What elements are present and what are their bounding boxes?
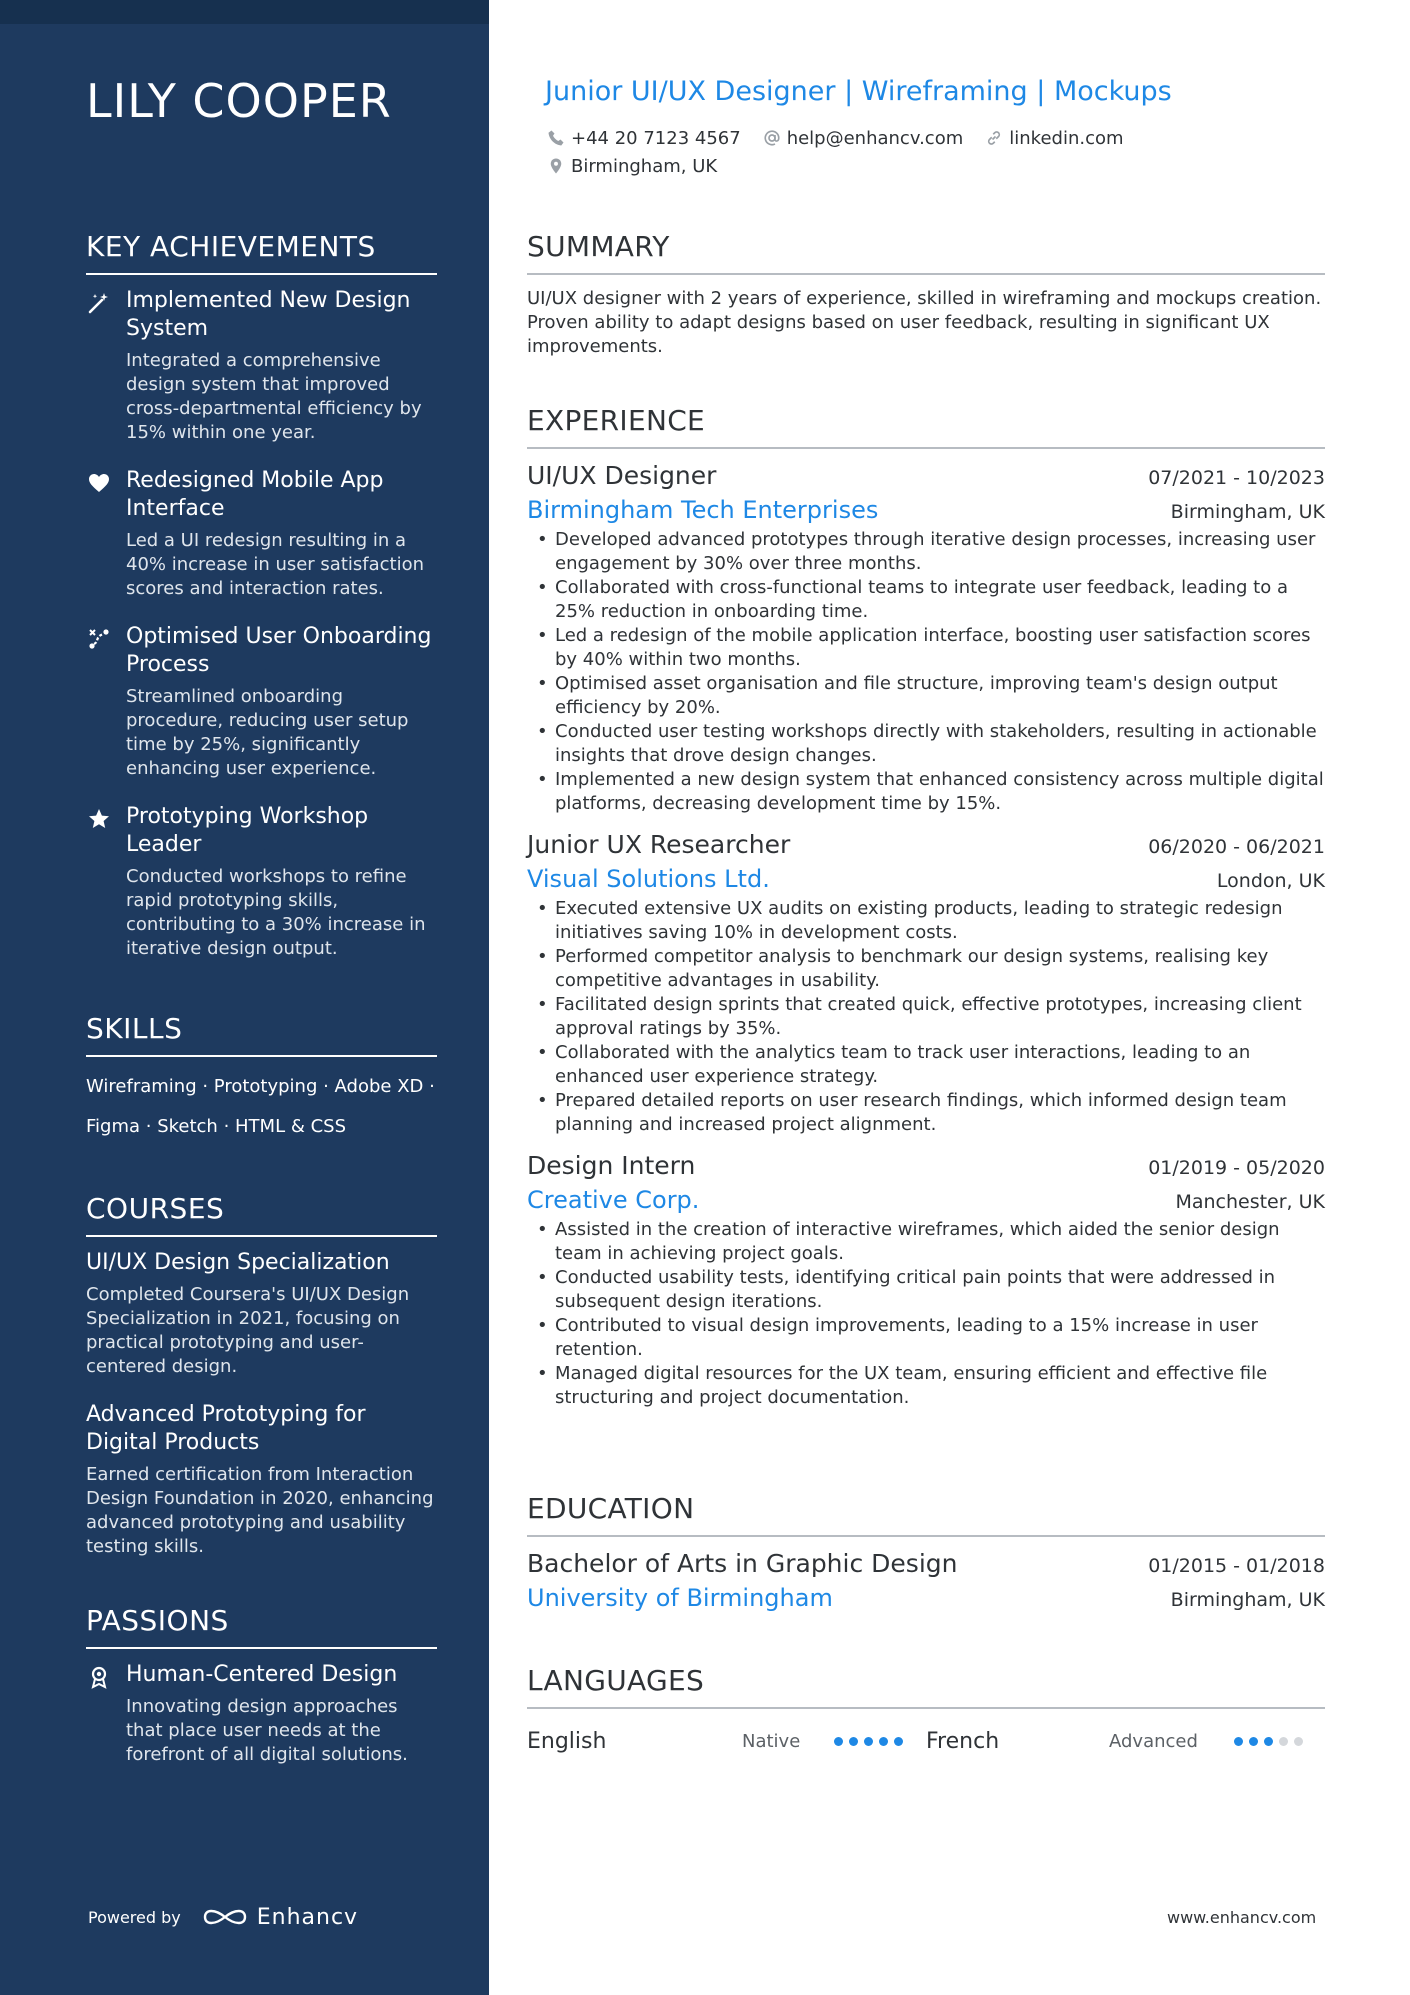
footer-website[interactable]: www.enhancv.com (1167, 1908, 1317, 1927)
achievement-item (86, 623, 437, 781)
phone-icon (547, 129, 565, 147)
summary-title: SUMMARY (527, 230, 1325, 275)
rating-dot-filled (1234, 1737, 1243, 1746)
enhancv-logo-text: Enhancv (256, 1904, 359, 1930)
courses-section (86, 1192, 437, 1581)
course-title: Advanced Prototyping for Digital Products (86, 1402, 366, 1455)
passion-item (86, 1661, 437, 1767)
achievement-title: Prototyping Workshop Leader (126, 804, 369, 857)
award-icon (86, 1665, 112, 1689)
skills-line: Figma · Sketch · HTML & CSS (86, 1116, 346, 1137)
job-dates: 07/2021 - 10/2023 (1148, 467, 1325, 489)
achievement-title: Implemented New Design System (126, 288, 411, 341)
language-rating (1234, 1737, 1303, 1746)
powered-by (88, 1903, 358, 1931)
course-item (86, 1401, 437, 1559)
location-pin-icon (547, 157, 565, 175)
key-achievements-section (86, 230, 437, 983)
bullet-item: • Conducted user testing workshops directly with stakeholders, resulting in actionable insights that drove design changes. (527, 720, 1325, 768)
bullet-item: • Collaborated with the analytics team to track user interactions, leading to an enhanced user experience strategy. (527, 1041, 1325, 1089)
languages-title: LANGUAGES (527, 1664, 1325, 1709)
summary-section (527, 230, 1325, 359)
course-description: Completed Coursera's UI/UX Design Specialization in 2021, focusing on practical prototyping and user-centered design. (86, 1284, 410, 1377)
job-entry (527, 461, 1325, 816)
company-name: Birmingham Tech Enterprises (527, 496, 879, 524)
skills-section (86, 1012, 437, 1147)
school-name: University of Birmingham (527, 1584, 833, 1612)
job-title: UI/UX Designer (527, 461, 717, 490)
achievement-title: Optimised User Onboarding Process (126, 624, 432, 677)
achievement-description: Conducted workshops to refine rapid prototyping skills, contributing to a 30% increase in iterative design output. (126, 866, 426, 959)
email-address: help@enhancv.com (786, 127, 964, 149)
achievement-item (86, 803, 437, 961)
job-location: Birmingham, UK (1170, 501, 1325, 523)
bullet-item: • Developed advanced prototypes through iterative design processes, increasing user engagement by 30% over three months. (527, 528, 1325, 576)
language-level: Native (742, 1730, 801, 1752)
achievement-description: Led a UI redesign resulting in a 40% increase in user satisfaction scores and interaction rates. (126, 530, 425, 599)
education-dates: 01/2015 - 01/2018 (1148, 1555, 1325, 1577)
sidebar (0, 0, 489, 1995)
at-icon (763, 129, 781, 147)
bullet-item: • Conducted usability tests, identifying critical pain points that were addressed in subsequent design iterations. (527, 1266, 1325, 1314)
rating-dot-filled (1249, 1737, 1258, 1746)
achievement-description: Streamlined onboarding procedure, reducing user setup time by 25%, significantly enhancing user experience. (126, 686, 409, 779)
job-bullets (527, 1218, 1325, 1410)
sidebar-top-strip (0, 0, 489, 24)
contact-phone[interactable] (547, 128, 741, 149)
skills-list (86, 1067, 437, 1147)
bullet-item: • Collaborated with cross-functional teams to integrate user feedback, leading to a 25% reduction in onboarding time. (527, 576, 1325, 624)
education-title: EDUCATION (527, 1492, 1325, 1537)
experience-section (527, 404, 1325, 1424)
achievement-title: Redesigned Mobile App Interface (126, 468, 384, 521)
bullet-item: • Performed competitor analysis to benchmark our design systems, realising key competitive advantages in usability. (527, 945, 1325, 993)
language-item (926, 1729, 1325, 1754)
contact-location (547, 156, 717, 177)
job-location: Manchester, UK (1175, 1191, 1325, 1213)
contact-linkedin[interactable] (985, 128, 1123, 149)
job-dates: 01/2019 - 05/2020 (1148, 1157, 1325, 1179)
education-location: Birmingham, UK (1170, 1589, 1325, 1611)
passions-title: PASSIONS (86, 1604, 437, 1649)
rating-dot-filled (894, 1737, 903, 1746)
contact-email[interactable] (763, 128, 964, 149)
company-name: Creative Corp. (527, 1186, 700, 1214)
bullet-item: • Managed digital resources for the UX team, ensuring efficient and effective file structuring and project documentation. (527, 1362, 1325, 1410)
route-icon (86, 627, 112, 651)
rating-dot-filled (879, 1737, 888, 1746)
enhancv-logo-icon (201, 1903, 249, 1931)
course-description: Earned certification from Interaction Design Foundation in 2020, enhancing advanced prototyping and usability testing skills. (86, 1464, 434, 1557)
company-name: Visual Solutions Ltd. (527, 865, 770, 893)
language-item (527, 1729, 926, 1754)
job-location: London, UK (1216, 870, 1325, 892)
job-dates: 06/2020 - 06/2021 (1148, 836, 1325, 858)
bullet-item: • Contributed to visual design improvements, leading to a 15% increase in user retention. (527, 1314, 1325, 1362)
job-bullets (527, 897, 1325, 1137)
job-title: Design Intern (527, 1151, 696, 1180)
bullet-item: • Implemented a new design system that enhanced consistency across multiple digital platforms, decreasing development time by 15%. (527, 768, 1325, 816)
bullet-item: • Led a redesign of the mobile application interface, boosting user satisfaction scores by 40% within two months. (527, 624, 1325, 672)
language-rating (834, 1737, 903, 1746)
languages-section (527, 1664, 1325, 1761)
job-bullets (527, 528, 1325, 816)
linkedin-link: linkedin.com (1009, 127, 1124, 149)
rating-dot-filled (1264, 1737, 1273, 1746)
heart-icon (86, 471, 112, 495)
phone-number: +44 20 7123 4567 (571, 127, 741, 149)
contact-info (547, 124, 1307, 180)
location-text: Birmingham, UK (571, 155, 718, 177)
degree-title: Bachelor of Arts in Graphic Design (527, 1549, 958, 1578)
bullet-item: • Assisted in the creation of interactive wireframes, which aided the senior design team in achieving project goals. (527, 1218, 1325, 1266)
link-icon (985, 129, 1003, 147)
key-achievements-title: KEY ACHIEVEMENTS (86, 230, 437, 275)
summary-text: UI/UX designer with 2 years of experience, skilled in wireframing and mockups creation. Proven ability to adapt designs based on user feedback, resulting in significant UX improvements. (527, 288, 1322, 357)
bullet-item: • Executed extensive UX audits on existing products, leading to strategic redesign initiatives saving 10% in development costs. (527, 897, 1325, 945)
rating-dot-empty (1279, 1737, 1288, 1746)
language-name: French (926, 1728, 1000, 1754)
rating-dot-filled (834, 1737, 843, 1746)
skills-title: SKILLS (86, 1012, 437, 1057)
star-icon (86, 807, 112, 831)
achievement-item (86, 287, 437, 445)
passion-description: Innovating design approaches that place user needs at the forefront of all digital solutions. (126, 1696, 408, 1765)
rating-dot-filled (849, 1737, 858, 1746)
course-title: UI/UX Design Specialization (86, 1250, 390, 1275)
courses-title: COURSES (86, 1192, 437, 1237)
education-section (527, 1492, 1325, 1612)
bullet-item: • Facilitated design sprints that created quick, effective prototypes, increasing client approval ratings by 35%. (527, 993, 1325, 1041)
headline: Junior UI/UX Designer | Wireframing | Mockups (545, 76, 1172, 107)
language-level: Advanced (1109, 1730, 1198, 1752)
language-name: English (527, 1728, 607, 1754)
job-title: Junior UX Researcher (527, 830, 791, 859)
bullet-item: • Prepared detailed reports on user research findings, which informed design team planning and increased project alignment. (527, 1089, 1325, 1137)
achievement-description: Integrated a comprehensive design system that improved cross-departmental efficiency by 15% within one year. (126, 350, 422, 443)
job-entry (527, 1151, 1325, 1410)
skills-line: Wireframing · Prototyping · Adobe XD · (86, 1076, 435, 1097)
job-entry (527, 830, 1325, 1137)
rating-dot-filled (864, 1737, 873, 1746)
magic-wand-icon (86, 291, 112, 315)
enhancv-logo[interactable] (201, 1903, 358, 1931)
bullet-item: • Optimised asset organisation and file structure, improving team's design output efficiency by 20%. (527, 672, 1325, 720)
course-item (86, 1249, 437, 1379)
passion-title: Human-Centered Design (126, 1662, 398, 1687)
passions-section (86, 1604, 437, 1789)
candidate-name: LILY COOPER (86, 74, 392, 128)
powered-by-label: Powered by (88, 1907, 181, 1927)
rating-dot-empty (1294, 1737, 1303, 1746)
experience-title: EXPERIENCE (527, 404, 1325, 449)
achievement-item (86, 467, 437, 601)
